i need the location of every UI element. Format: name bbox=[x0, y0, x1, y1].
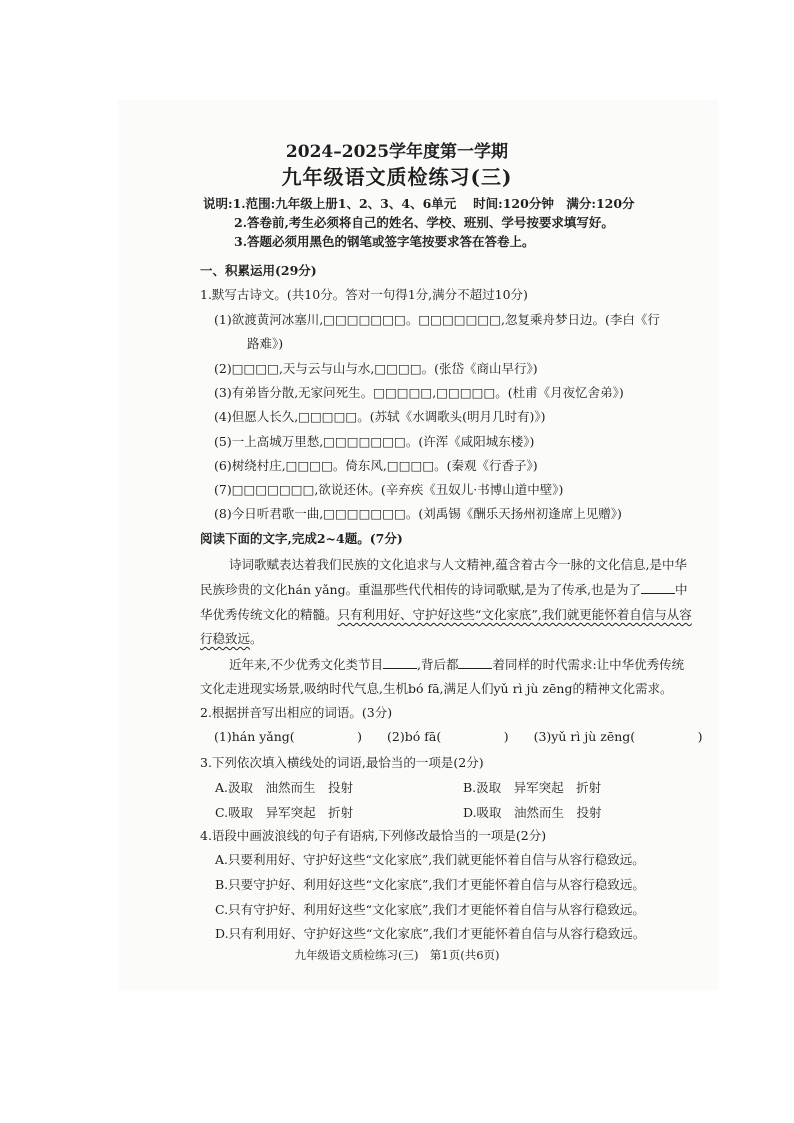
page-footer: 九年级语文质检练习(三) 第1页(共6页) bbox=[294, 948, 500, 962]
passage-line-5-a: 近年来,不少优秀文化类节目 bbox=[229, 657, 383, 672]
question-2-answers: (1)hán yǎng( ) (2)bó fā( ) (3)yǔ rì jù zēng( ) bbox=[214, 729, 703, 744]
q1-item-5: (5)一上高城万里愁,□□□□□□□。(许浑《咸阳城东楼》) bbox=[214, 434, 535, 449]
passage-line-2-text: 民族珍贵的文化hán yǎng。重温那些代代相传的诗词歌赋,是为了传承,也是为了 bbox=[200, 582, 642, 597]
q3-option-a: A.汲取 油然而生 投射 bbox=[215, 780, 354, 795]
fill-blank-1 bbox=[641, 592, 675, 594]
instruction-line-3: 3.答题必须用黑色的钢笔或签字笔按要求答在答卷上。 bbox=[234, 234, 535, 249]
section-heading: 一、积累运用(29分) bbox=[200, 263, 317, 278]
instruction-line-1: 说明:1.范围:九年级上册1、2、3、4、6单元 时间:120分钟 满分:120分 bbox=[203, 196, 635, 211]
q1-item-4: (4)但愿人长久,□□□□□。(苏轼《水调歌头(明月几时有)》) bbox=[214, 409, 546, 424]
q4-option-d: D.只有利用好、守护好这些“文化家底”,我们才更能怀着自信与从容行稳致远。 bbox=[215, 926, 646, 941]
q1-item-6: (6)树绕村庄,□□□□。倚东风,□□□□。(秦观《行香子》) bbox=[214, 458, 538, 473]
q4-option-b: B.只要守护好、利用好这些“文化家底”,我们才更能怀着自信与从容行稳致远。 bbox=[215, 877, 645, 892]
exam-title: 九年级语文质检练习(三) bbox=[281, 165, 513, 189]
q3-option-b: B.汲取 异军突起 折射 bbox=[463, 780, 602, 795]
passage-line-4-end: 。 bbox=[250, 631, 263, 646]
question-2-stem: 2.根据拼音写出相应的词语。(3分) bbox=[200, 705, 393, 720]
q1-item-1-cont: 路难》) bbox=[247, 336, 284, 351]
passage-line-3-text: 华优秀传统文化的精髓。 bbox=[200, 607, 338, 622]
passage-line-6: 文化走进现实场景,吸纳时代气息,生机bó fā,满足人们yǔ rì jù zēng的精神文化需求。 bbox=[200, 681, 673, 696]
passage-line-5-c: 着同样的时代需求:让中华优秀传统 bbox=[492, 657, 685, 672]
q1-item-3: (3)有弟皆分散,无家问死生。□□□□□,□□□□□。(杜甫《月夜忆舍弟》) bbox=[214, 385, 624, 400]
passage-line-2-end: 中 bbox=[675, 582, 688, 597]
fill-blank-2 bbox=[383, 667, 417, 669]
q1-item-8: (8)今日听君歌一曲,□□□□□□□。(刘禹锡《酬乐天扬州初逢席上见赠》) bbox=[214, 506, 622, 521]
q3-option-d: D.吸取 油然而生 投射 bbox=[463, 805, 602, 820]
q4-option-a: A.只要利用好、守护好这些“文化家底”,我们就更能怀着自信与从容行稳致远。 bbox=[215, 852, 645, 867]
q1-item-2: (2)□□□□,天与云与山与水,□□□□。(张岱《商山早行》) bbox=[214, 361, 538, 376]
exam-year-line: 2024–2025学年度第一学期 bbox=[285, 142, 509, 162]
q3-option-c: C.吸取 异军突起 折射 bbox=[215, 805, 354, 820]
wavy-sentence-part-1: 只有利用好、守护好这些“文化家底”,我们就更能怀着自信与从容 bbox=[337, 607, 692, 622]
passage-line-1: 诗词歌赋表达着我们民族的文化追求与人文精神,蕴含着古今一脉的文化信息,是中华 bbox=[229, 557, 687, 572]
question-1-stem: 1.默写古诗文。(共10分。答对一句得1分,满分不超过10分) bbox=[200, 287, 528, 302]
question-4-stem: 4.语段中画波浪线的句子有语病,下列修改最恰当的一项是(2分) bbox=[200, 828, 547, 843]
instruction-line-2: 2.答卷前,考生必须将自己的姓名、学校、班别、学号按要求填写好。 bbox=[234, 215, 614, 230]
fill-blank-3 bbox=[458, 667, 492, 669]
q1-item-1: (1)欲渡黄河冰塞川,□□□□□□□。□□□□□□□,忽复乘舟梦日边。(李白《行 bbox=[214, 312, 660, 327]
passage-line-2 bbox=[200, 580, 688, 598]
wavy-sentence-part-2: 行稳致远 bbox=[200, 631, 251, 646]
passage-line-3 bbox=[200, 605, 692, 623]
q4-option-c: C.只有守护好、利用好这些“文化家底”,我们才更能怀着自信与从容行稳致远。 bbox=[215, 902, 645, 917]
question-3-stem: 3.下列依次填入横线处的词语,最恰当的一项是(2分) bbox=[200, 755, 484, 770]
passage-line-5 bbox=[229, 655, 684, 673]
reading-intro: 阅读下面的文字,完成2~4题。(7分) bbox=[200, 531, 403, 546]
q1-item-7: (7)□□□□□□□,欲说还休。(辛弃疾《丑奴儿·书博山道中壁》) bbox=[214, 482, 564, 497]
passage-line-5-b: ,背后都 bbox=[416, 657, 459, 672]
passage-line-4 bbox=[200, 629, 263, 647]
